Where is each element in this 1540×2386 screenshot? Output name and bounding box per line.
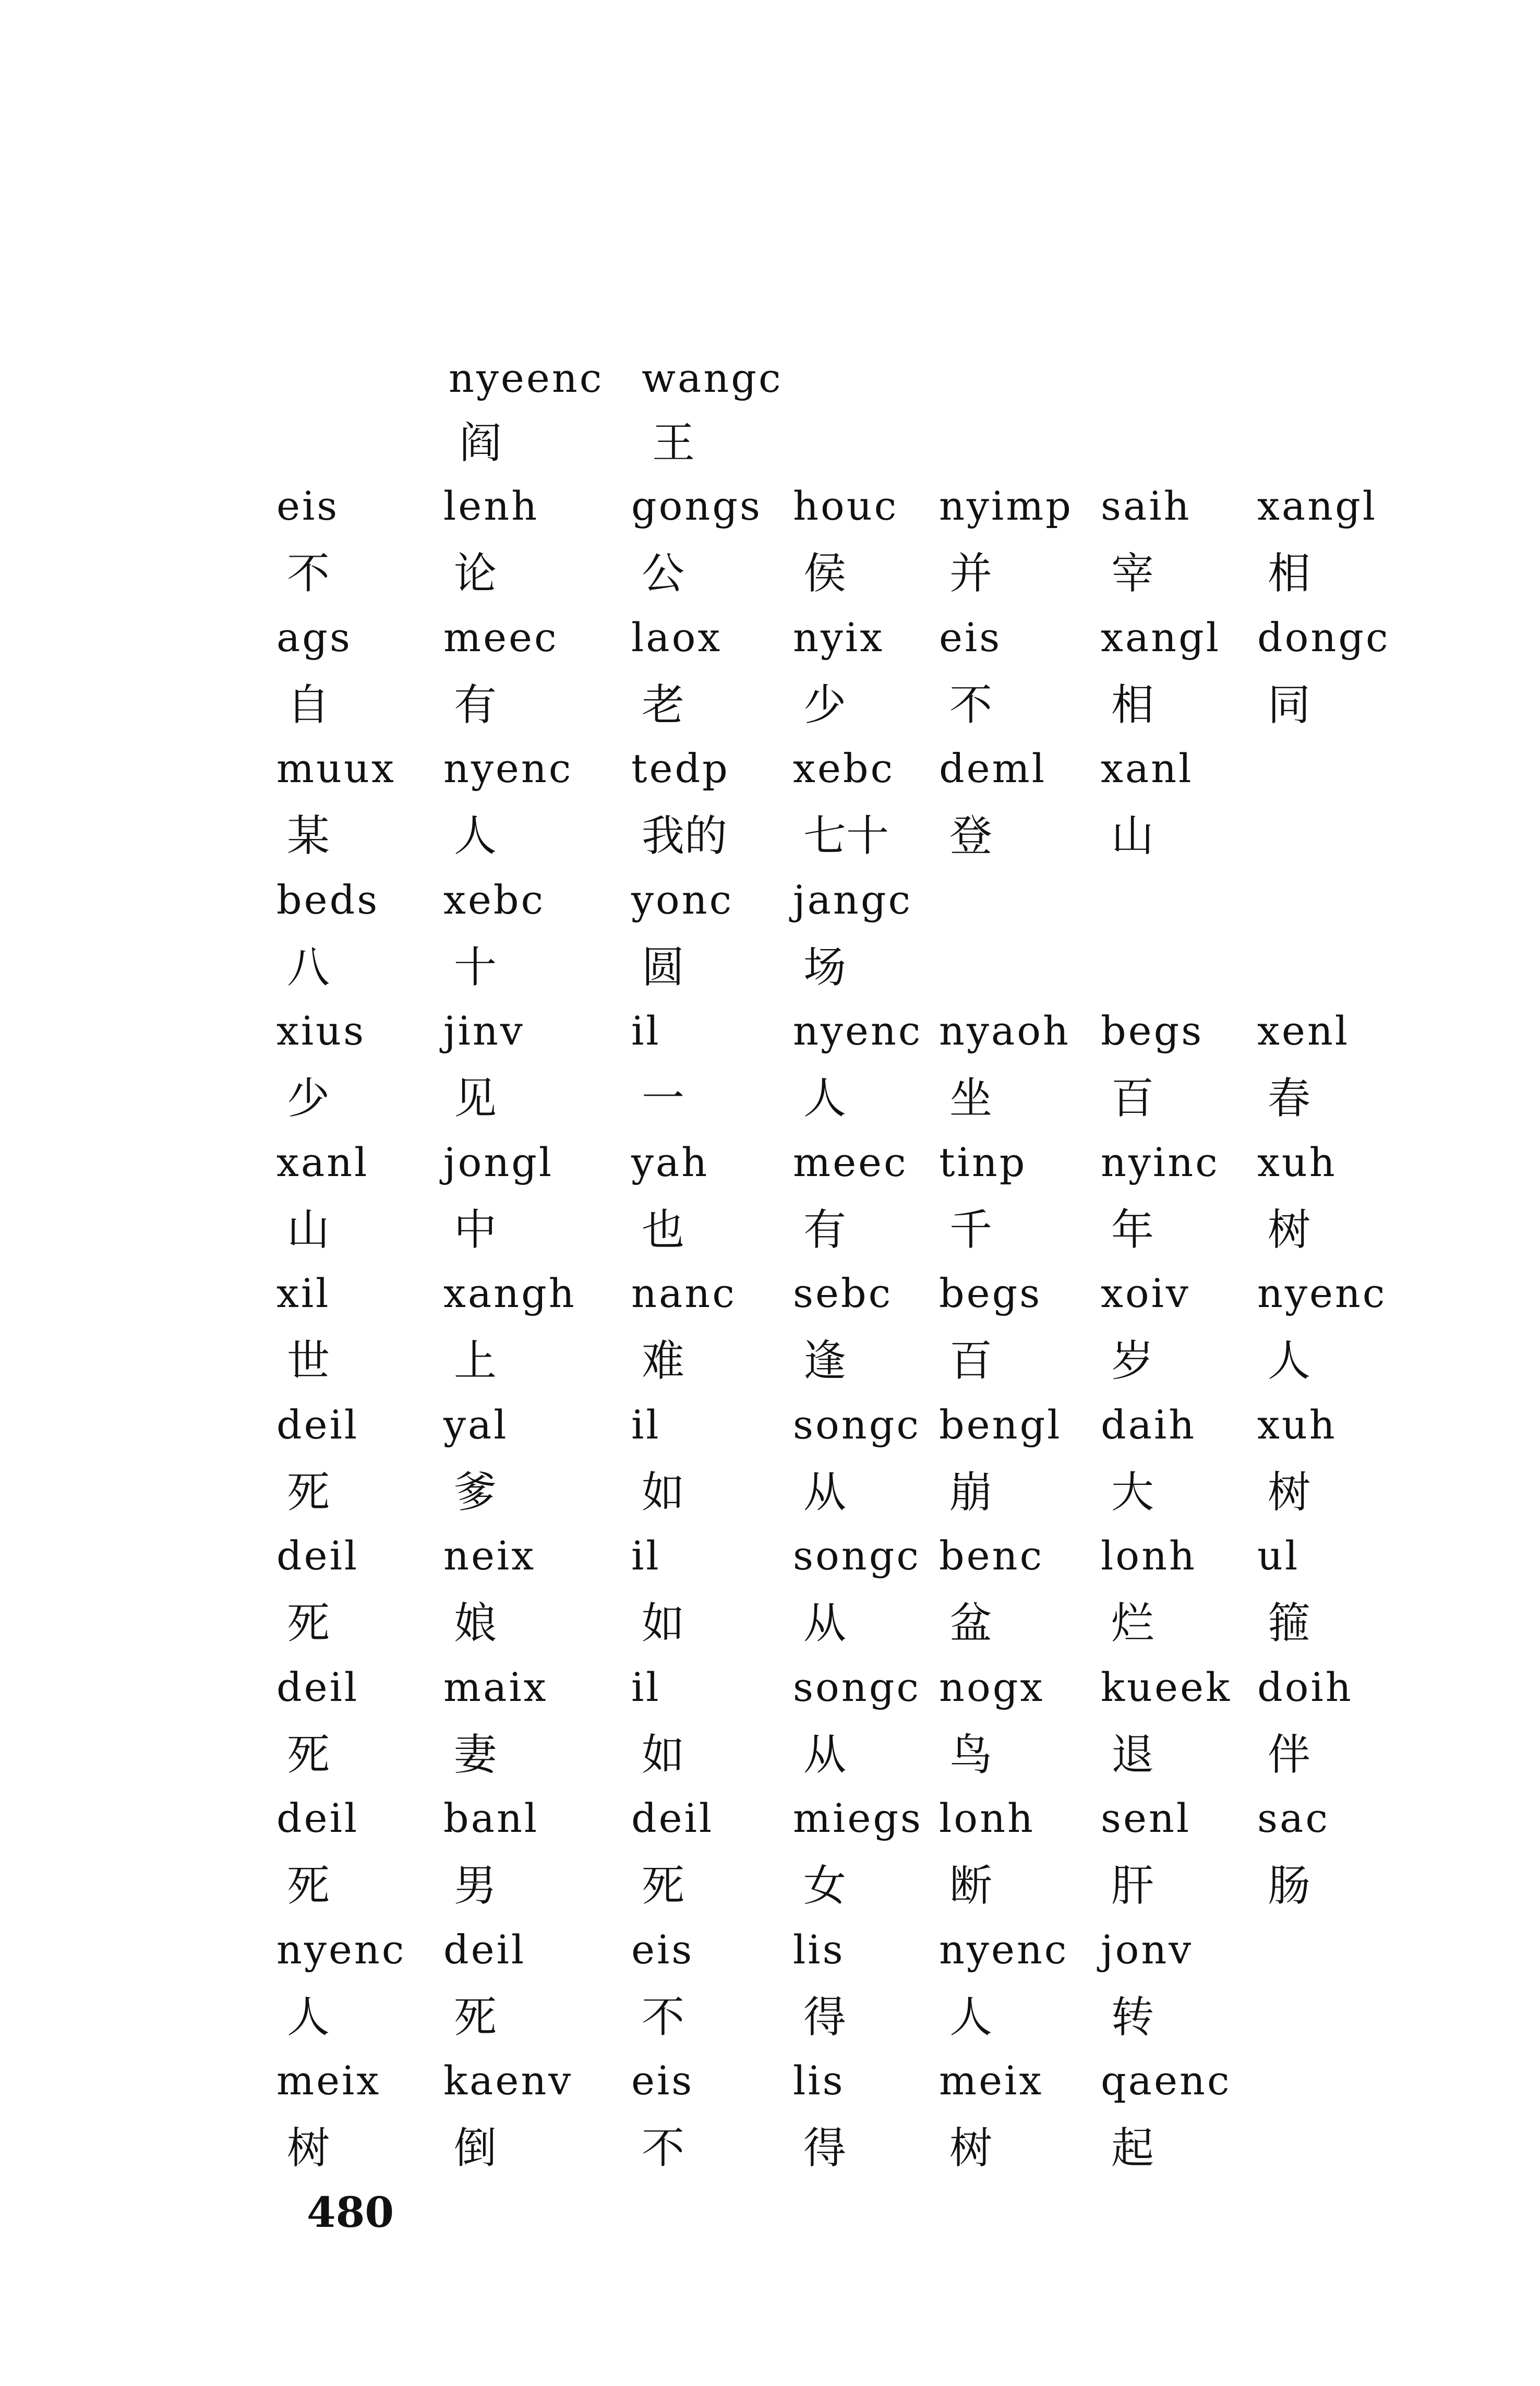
romanized-word: yah [631, 1138, 709, 1185]
chinese-word: 死 [287, 1730, 330, 1780]
romanized-word: lis [793, 2057, 845, 2104]
chinese-word: 人 [454, 811, 497, 861]
romanized-word: begs [939, 1270, 1042, 1316]
romanized-word: xebc [793, 745, 895, 792]
romanized-word: meix [276, 2057, 381, 2104]
romanized-word: tedp [631, 745, 730, 792]
chinese-word: 八 [287, 942, 330, 992]
chinese-word: 同 [1268, 680, 1311, 730]
chinese-line [0, 805, 1540, 868]
romanized-word: nyenc [443, 745, 573, 792]
romanized-word: xuh [1257, 1138, 1337, 1185]
romanized-word: xuh [1257, 1401, 1337, 1448]
chinese-word: 场 [803, 942, 847, 992]
chinese-word: 百 [949, 1336, 993, 1386]
chinese-line [0, 1068, 1540, 1130]
romanized-word: jangc [793, 876, 913, 923]
chinese-word: 某 [287, 811, 330, 861]
chinese-word: 登 [949, 811, 993, 861]
romanized-word: nyinc [1101, 1138, 1220, 1185]
romanized-word: jinv [443, 1008, 525, 1054]
chinese-word: 少 [803, 680, 847, 730]
chinese-word: 死 [287, 1467, 330, 1517]
romanized-word: yonc [631, 876, 734, 923]
romanized-word: meix [939, 2057, 1044, 2104]
chinese-word: 世 [287, 1336, 330, 1386]
romanized-word: bengl [939, 1401, 1062, 1448]
romanized-word: saih [1101, 483, 1192, 529]
romanized-word: lonh [939, 1795, 1035, 1841]
romanized-word: laox [631, 614, 723, 661]
romanized-word: nyenc [793, 1008, 923, 1054]
chinese-word: 起 [1111, 2124, 1154, 2173]
chinese-word: 从 [803, 1467, 847, 1517]
chinese-word: 人 [803, 1074, 847, 1123]
romanized-word: eis [939, 614, 1002, 661]
chinese-word: 不 [287, 549, 330, 598]
romanized-word: beds [276, 876, 380, 923]
chinese-word: 自 [287, 680, 330, 730]
romanized-word: eis [631, 1926, 694, 1973]
romanized-word: lis [793, 1926, 845, 1973]
chinese-word: 死 [287, 1599, 330, 1648]
chinese-word: 阎 [459, 418, 502, 468]
chinese-word: 上 [454, 1336, 497, 1386]
romanized-word: deil [443, 1926, 526, 1973]
romanized-line [0, 347, 1540, 410]
romanized-word: senl [1101, 1795, 1192, 1841]
chinese-word: 从 [803, 1599, 847, 1648]
chinese-word: 山 [287, 1205, 330, 1255]
romanized-line [0, 475, 1540, 537]
romanized-word: sebc [793, 1270, 893, 1316]
romanized-word: ul [1257, 1532, 1300, 1579]
chinese-word: 春 [1268, 1074, 1311, 1123]
romanized-word: nyaoh [939, 1008, 1070, 1054]
chinese-line [0, 412, 1540, 475]
chinese-word: 得 [803, 1992, 847, 2042]
romanized-word: nyenc [939, 1926, 1069, 1973]
romanized-word: xanl [1101, 745, 1194, 792]
romanized-word: lenh [443, 483, 539, 529]
romanized-word: eis [631, 2057, 694, 2104]
chinese-word: 得 [803, 2124, 847, 2173]
romanized-word: meec [793, 1138, 908, 1185]
romanized-word: kueek [1101, 1663, 1232, 1710]
romanized-word: xoiv [1101, 1270, 1190, 1316]
chinese-word: 难 [642, 1336, 685, 1386]
chinese-word: 老 [642, 680, 685, 730]
romanized-word: ags [276, 614, 352, 661]
romanized-word: kaenv [443, 2057, 573, 2104]
chinese-word: 人 [1268, 1336, 1311, 1386]
chinese-word: 妻 [454, 1730, 497, 1780]
chinese-word: 十 [454, 942, 497, 992]
romanized-word: begs [1101, 1008, 1204, 1054]
romanized-word: deil [276, 1401, 359, 1448]
chinese-word: 盆 [949, 1599, 993, 1648]
chinese-word: 不 [642, 2124, 685, 2173]
romanized-word: il [631, 1008, 661, 1054]
chinese-word: 人 [287, 1992, 330, 2042]
romanized-word: xil [276, 1270, 331, 1316]
chinese-word: 转 [1111, 1992, 1154, 2042]
romanized-word: meec [443, 614, 559, 661]
romanized-word: deil [276, 1532, 359, 1579]
romanized-word: banl [443, 1795, 539, 1841]
romanized-line [0, 1656, 1540, 1719]
chinese-word: 爹 [454, 1467, 497, 1517]
chinese-word: 死 [287, 1861, 330, 1911]
chinese-word: 少 [287, 1074, 330, 1123]
chinese-word: 我的 [642, 811, 728, 861]
chinese-word: 相 [1268, 549, 1311, 598]
romanized-line [0, 869, 1540, 931]
romanized-word: houc [793, 483, 899, 529]
romanized-word: doih [1257, 1663, 1353, 1710]
romanized-line [0, 2049, 1540, 2112]
chinese-word: 树 [287, 2124, 330, 2173]
chinese-word: 山 [1111, 811, 1154, 861]
romanized-line [0, 1787, 1540, 1850]
chinese-word: 也 [642, 1205, 685, 1255]
romanized-word: nyenc [276, 1926, 406, 1973]
romanized-word: miegs [793, 1795, 923, 1841]
chinese-word: 不 [642, 1992, 685, 2042]
romanized-line [0, 1919, 1540, 1981]
chinese-word: 树 [1268, 1467, 1311, 1517]
romanized-word: il [631, 1401, 661, 1448]
romanized-word: nyix [793, 614, 885, 661]
chinese-word: 女 [803, 1861, 847, 1911]
chinese-word: 树 [949, 2124, 993, 2173]
romanized-word: xenl [1257, 1008, 1350, 1054]
romanized-line [0, 1000, 1540, 1062]
chinese-word: 有 [803, 1205, 847, 1255]
chinese-word: 王 [652, 418, 695, 468]
romanized-word: neix [443, 1532, 536, 1579]
romanized-word: deil [276, 1663, 359, 1710]
romanized-line [0, 1394, 1540, 1456]
chinese-word: 百 [1111, 1074, 1154, 1123]
chinese-word: 坐 [949, 1074, 993, 1123]
chinese-word: 娘 [454, 1599, 497, 1648]
romanized-word: dongc [1257, 614, 1390, 661]
chinese-word: 烂 [1111, 1599, 1154, 1648]
romanized-line [0, 1525, 1540, 1587]
chinese-word: 逢 [803, 1336, 847, 1386]
romanized-word: nogx [939, 1663, 1045, 1710]
romanized-word: xangh [443, 1270, 576, 1316]
romanized-word: il [631, 1663, 661, 1710]
chinese-word: 侯 [803, 549, 847, 598]
chinese-word: 倒 [454, 2124, 497, 2173]
chinese-word: 大 [1111, 1467, 1154, 1517]
chinese-word: 鸟 [949, 1730, 993, 1780]
chinese-line [0, 2117, 1540, 2180]
chinese-word: 伴 [1268, 1730, 1311, 1780]
romanized-word: xanl [276, 1138, 369, 1185]
romanized-word: xebc [443, 876, 546, 923]
chinese-word: 圆 [642, 942, 685, 992]
romanized-word: songc [793, 1401, 921, 1448]
romanized-word: nyenc [1257, 1270, 1387, 1316]
romanized-word: sac [1257, 1795, 1330, 1841]
chinese-word: 一 [642, 1074, 685, 1123]
chinese-word: 有 [454, 680, 497, 730]
romanized-word: nyeenc [449, 355, 604, 401]
chinese-word: 从 [803, 1730, 847, 1780]
chinese-word: 人 [949, 1992, 993, 2042]
chinese-line [0, 1461, 1540, 1524]
chinese-word: 肝 [1111, 1861, 1154, 1911]
romanized-word: deil [631, 1795, 714, 1841]
chinese-word: 死 [454, 1992, 497, 2042]
romanized-word: nanc [631, 1270, 737, 1316]
chinese-word: 退 [1111, 1730, 1154, 1780]
chinese-line [0, 1855, 1540, 1917]
chinese-word: 崩 [949, 1467, 993, 1517]
chinese-word: 如 [642, 1599, 685, 1648]
romanized-word: il [631, 1532, 661, 1579]
chinese-word: 论 [454, 549, 497, 598]
chinese-word: 箍 [1268, 1599, 1311, 1648]
romanized-word: wangc [642, 355, 783, 401]
romanized-word: jongl [443, 1138, 554, 1185]
chinese-word: 并 [949, 549, 993, 598]
romanized-word: nyimp [939, 483, 1073, 529]
chinese-word: 千 [949, 1205, 993, 1255]
romanized-word: yal [443, 1401, 509, 1448]
chinese-line [0, 1199, 1540, 1262]
chinese-word: 如 [642, 1467, 685, 1517]
romanized-word: eis [276, 483, 340, 529]
chinese-word: 男 [454, 1861, 497, 1911]
chinese-word: 岁 [1111, 1336, 1154, 1386]
romanized-word: daih [1101, 1401, 1197, 1448]
romanized-word: qaenc [1101, 2057, 1232, 2104]
chinese-word: 中 [454, 1205, 497, 1255]
romanized-word: benc [939, 1532, 1044, 1579]
chinese-line [0, 674, 1540, 737]
page-number: 480 [307, 2188, 394, 2237]
romanized-line [0, 1262, 1540, 1325]
chinese-line [0, 1724, 1540, 1786]
chinese-word: 肠 [1268, 1861, 1311, 1911]
chinese-word: 公 [642, 549, 685, 598]
romanized-word: deil [276, 1795, 359, 1841]
romanized-word: lonh [1101, 1532, 1197, 1579]
chinese-line [0, 937, 1540, 999]
chinese-word: 年 [1111, 1205, 1154, 1255]
romanized-word: xangl [1257, 483, 1378, 529]
romanized-line [0, 606, 1540, 669]
romanized-word: maix [443, 1663, 548, 1710]
chinese-line [0, 1986, 1540, 2049]
chinese-word: 七十 [803, 811, 889, 861]
romanized-word: xangl [1101, 614, 1221, 661]
romanized-word: tinp [939, 1138, 1027, 1185]
romanized-line [0, 737, 1540, 800]
chinese-word: 相 [1111, 680, 1154, 730]
chinese-word: 见 [454, 1074, 497, 1123]
chinese-word: 死 [642, 1861, 685, 1911]
romanized-word: songc [793, 1532, 921, 1579]
chinese-word: 宰 [1111, 549, 1154, 598]
romanized-word: jonv [1101, 1926, 1194, 1973]
chinese-line [0, 543, 1540, 605]
romanized-word: muux [276, 745, 396, 792]
romanized-word: gongs [631, 483, 763, 529]
romanized-line [0, 1131, 1540, 1194]
chinese-word: 不 [949, 680, 993, 730]
romanized-word: deml [939, 745, 1046, 792]
chinese-line [0, 1330, 1540, 1393]
chinese-word: 断 [949, 1861, 993, 1911]
romanized-word: xius [276, 1008, 366, 1054]
chinese-word: 树 [1268, 1205, 1311, 1255]
romanized-word: songc [793, 1663, 921, 1710]
chinese-word: 如 [642, 1730, 685, 1780]
chinese-line [0, 1592, 1540, 1655]
